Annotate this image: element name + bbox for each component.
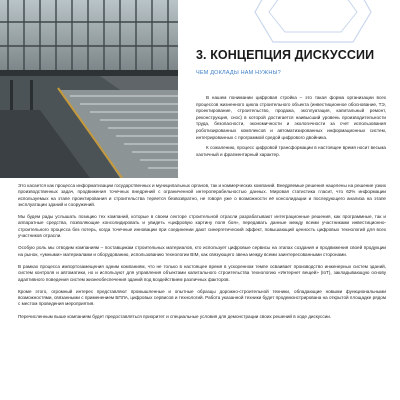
body-paragraph: Мы будем рады услышать позицию тех компаний, которые в своем секторе строительной отрасли разрабатывают интеграционные решения, как программные, так и аппаратные средства, позволяющие консолидировать и увидеть «цифровую картину поля боя», передавать данные между всеми участниками инвестиционно-строительного процесса без потерь, когда точечные инновации при соединении дают синергетический эффект, повышающий ценность цифровых технологий для всех участников отрасли. [18, 214, 386, 239]
intro-paragraph: К сожалению, процесс цифровой трансформации в настоящее время носит весьма хаотичный и фрагментарный характер. [196, 145, 386, 157]
body-text [18, 183, 386, 326]
body-paragraph: Это касается как процесса информатизации государственных и муниципальных органов, так и коммерческих компаний. Внедряемые решения нацелены на решение узких производственных задач, продвижения точечных внедрений с ограниченной интероперабельностью данных. Мировая статистика гласит, что 62% информации используемых на этапе проектирования и строительства теряется безвозвратно, не говоря уже о возможности её консолидации и последующего анализа на этапе эксплуатации зданий и сооружений. [18, 183, 386, 207]
intro-column [196, 95, 386, 162]
section-title: 3. КОНЦЕПЦИЯ ДИСКУССИИ [196, 48, 375, 62]
body-paragraph: Кроме этого, огромный интерес представляют промышленные и опытные образцы дорожно-строительной техники, обладающие новыми функциональными возможностями, связанными с применением БПЛА, цифровых сервисов и технологий. Работа указанной техники будет продемонстрирована на открытой площадке рядом с местом проведения мероприятия. [18, 288, 386, 307]
station-photo [0, 0, 178, 178]
body-paragraph: В рамках процесса импортозамещения одним компаниям, что не только в настоящее время в ускоренном темпе осваивает производство инженерных систем зданий, систем контроля и автоматики, но и используют для управления объектами капитального строительства технологию «Интернет вещей» (IoT), закладывающую основу адаптивного поведения систем жизнеобеспечения зданий под воздействием различных факторов. [18, 263, 386, 282]
intro-paragraph: В нашем понимании цифровая стройка – это такая форма организации всех процессов жизненного цикла строительного объекта (инвестиционное обоснование, ТЭ, проектирование, строительство, продажа, эксплуатация, капитальный ремонт, реконструкция, снос) в которой достигается наивысший уровень производительности труда, безопасности, экономичности и экологичности за счет использования роботизированных комплексов и автоматизированных информационных систем, интегрированных с программой средой цифрового двойника. [196, 95, 386, 140]
body-paragraph: Перечисленным выше компаниям будет предоставляться приоритет и специальные условия для демонстрации своих решений в ходе дискуссии. [18, 313, 332, 319]
body-paragraph: Особую роль мы отводим компаниям – поставщикам строительных материалов, кто использует цифровые сервисы на этапах создания и продвижения своей продукции на рынок, «умными» материалами и оборудованию, использованию технологии BIM, как связующего звена между всеми заинтересованными сторонами. [18, 245, 386, 257]
hexagon-decoration-icon [253, 0, 373, 44]
section-subtitle: ЧЕМ ДОКЛАДЫ НАМ НУЖНЫ? [196, 70, 281, 76]
